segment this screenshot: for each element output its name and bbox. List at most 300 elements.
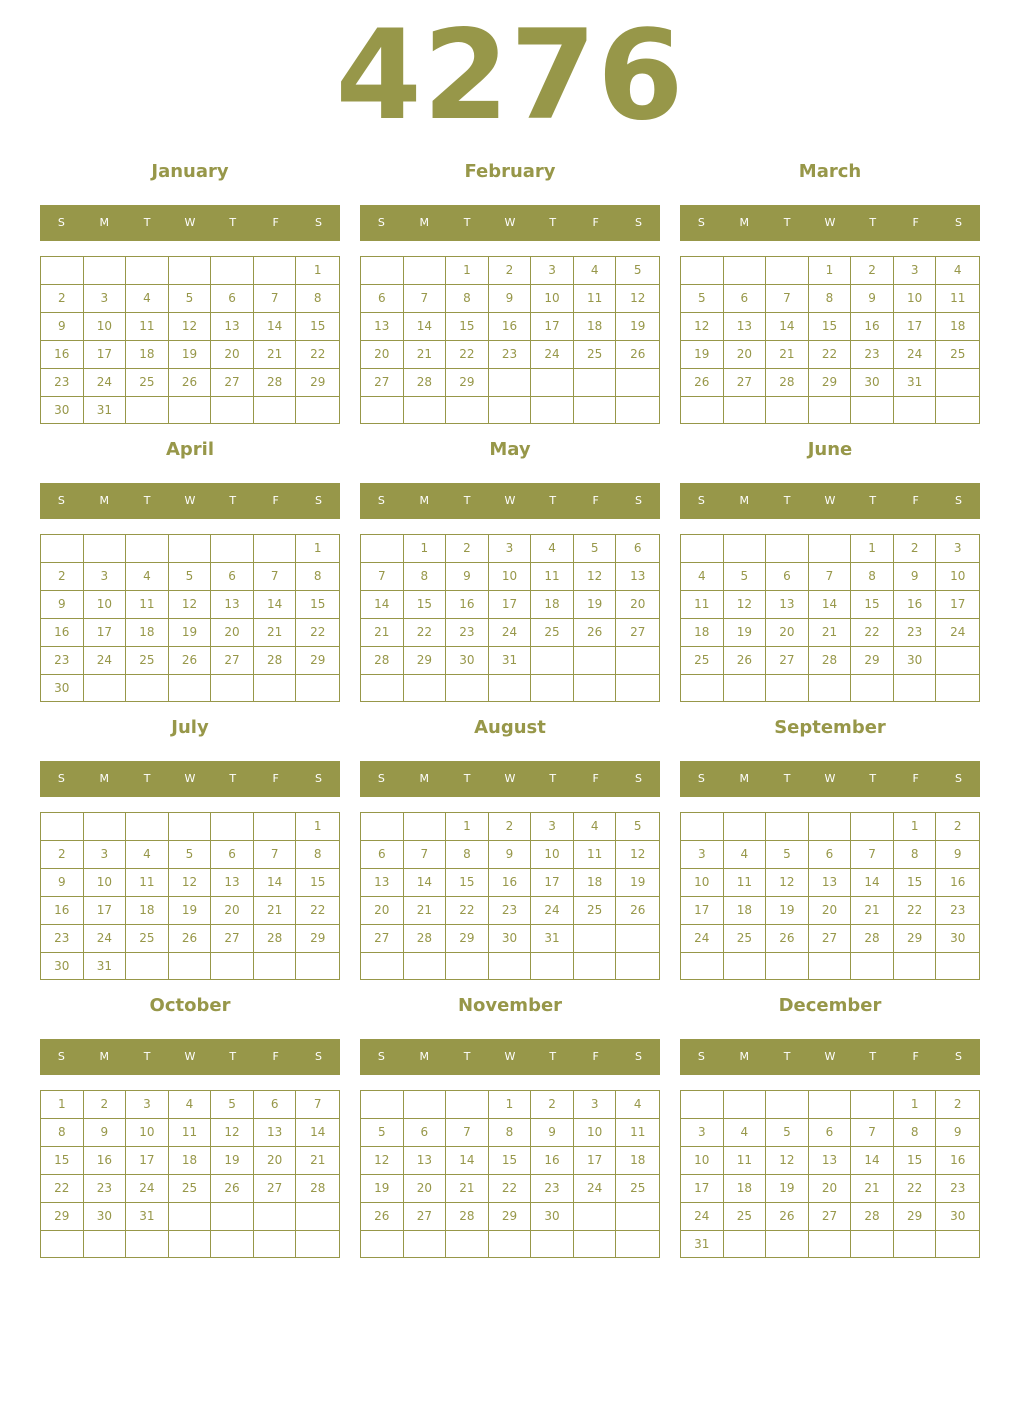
weekday-label: S <box>954 216 962 229</box>
day-cell: 25 <box>724 1203 767 1231</box>
day-cell: 19 <box>361 1175 404 1203</box>
day-cell <box>41 535 84 563</box>
day-cell <box>766 397 809 423</box>
weekday-label: W <box>504 1050 516 1063</box>
day-cell: 13 <box>211 869 254 897</box>
day-cell: 20 <box>254 1147 297 1175</box>
day-cell: 27 <box>361 925 404 953</box>
day-cell: 21 <box>254 897 297 925</box>
day-cell: 11 <box>531 563 574 591</box>
day-cell: 3 <box>489 535 532 563</box>
day-cell: 16 <box>894 591 937 619</box>
day-cell: 12 <box>766 1147 809 1175</box>
day-cell: 5 <box>169 285 212 313</box>
day-cell: 16 <box>851 313 894 341</box>
day-cell <box>169 953 212 980</box>
weekday-label: T <box>783 216 791 229</box>
day-cell: 25 <box>126 925 169 953</box>
weekday-label: W <box>504 216 516 229</box>
day-cell <box>531 397 574 423</box>
day-cell: 5 <box>361 1119 404 1147</box>
day-cell <box>766 813 809 841</box>
day-cell: 17 <box>84 619 127 647</box>
day-cell: 12 <box>766 869 809 897</box>
weekday-label: T <box>869 216 877 229</box>
day-cell <box>211 1203 254 1231</box>
month-name: October <box>149 995 231 1016</box>
day-cell <box>84 1231 127 1257</box>
day-cell <box>616 397 659 423</box>
day-cell: 6 <box>616 535 659 563</box>
day-cell: 22 <box>41 1175 84 1203</box>
weekday-label: F <box>912 1050 919 1063</box>
day-cell: 11 <box>724 869 767 897</box>
weekday-label: T <box>463 494 471 507</box>
day-cell: 21 <box>254 341 297 369</box>
day-cell: 24 <box>489 619 532 647</box>
day-cell: 13 <box>809 1147 852 1175</box>
weekday-label: W <box>184 494 196 507</box>
day-cell <box>616 953 659 979</box>
day-cell: 21 <box>254 619 297 647</box>
weekday-label: S <box>377 216 385 229</box>
day-cell: 29 <box>809 369 852 397</box>
day-cell: 3 <box>894 257 937 285</box>
day-grid <box>360 534 660 702</box>
day-cell: 26 <box>616 897 659 925</box>
day-cell: 26 <box>169 369 212 397</box>
day-cell <box>724 257 767 285</box>
day-cell: 17 <box>126 1147 169 1175</box>
day-cell: 15 <box>41 1147 84 1175</box>
day-cell: 31 <box>681 1231 724 1258</box>
day-cell: 8 <box>296 841 339 869</box>
day-cell: 3 <box>681 1119 724 1147</box>
day-cell <box>936 397 979 423</box>
day-cell <box>126 813 169 841</box>
weekday-label: F <box>592 772 599 785</box>
day-cell: 20 <box>211 341 254 369</box>
day-cell: 1 <box>446 257 489 285</box>
day-cell: 7 <box>766 285 809 313</box>
day-cell <box>296 1203 339 1231</box>
day-cell <box>489 369 532 397</box>
day-cell <box>894 953 937 979</box>
day-cell: 6 <box>211 841 254 869</box>
day-cell <box>296 1231 339 1257</box>
weekday-label: T <box>143 772 151 785</box>
day-cell: 23 <box>446 619 489 647</box>
weekday-label: W <box>504 772 516 785</box>
weekday-label: S <box>57 216 65 229</box>
weekday-label: T <box>229 772 237 785</box>
weekday-label: W <box>184 772 196 785</box>
day-cell: 28 <box>254 647 297 675</box>
day-cell: 3 <box>84 563 127 591</box>
weekday-label: F <box>592 216 599 229</box>
day-cell <box>296 397 339 424</box>
day-cell: 19 <box>169 619 212 647</box>
day-cell <box>851 1231 894 1258</box>
day-cell <box>936 647 979 675</box>
day-cell <box>851 397 894 423</box>
weekday-label: T <box>869 1050 877 1063</box>
day-cell: 9 <box>84 1119 127 1147</box>
day-cell: 28 <box>296 1175 339 1203</box>
day-cell <box>766 675 809 701</box>
weekday-label: T <box>463 772 471 785</box>
weekday-label: S <box>314 494 322 507</box>
weekday-label: S <box>634 772 642 785</box>
weekday-header <box>360 1039 660 1075</box>
day-grid <box>360 812 660 980</box>
day-cell: 29 <box>489 1203 532 1231</box>
month-name: March <box>798 161 862 182</box>
day-cell: 4 <box>724 1119 767 1147</box>
day-grid <box>680 534 980 702</box>
day-cell: 23 <box>531 1175 574 1203</box>
day-cell: 15 <box>404 591 447 619</box>
day-cell: 4 <box>126 285 169 313</box>
day-cell: 3 <box>84 841 127 869</box>
day-cell: 26 <box>169 925 212 953</box>
weekday-label: T <box>549 216 557 229</box>
day-cell <box>446 1231 489 1257</box>
day-cell: 1 <box>489 1091 532 1119</box>
day-cell: 28 <box>361 647 404 675</box>
day-cell: 25 <box>616 1175 659 1203</box>
day-cell: 28 <box>404 369 447 397</box>
day-cell: 1 <box>851 535 894 563</box>
day-cell: 16 <box>446 591 489 619</box>
weekday-label: S <box>57 772 65 785</box>
day-cell: 6 <box>361 841 404 869</box>
day-cell <box>211 1231 254 1257</box>
day-cell: 13 <box>766 591 809 619</box>
day-cell: 11 <box>574 841 617 869</box>
day-cell <box>936 1231 979 1258</box>
day-cell: 2 <box>894 535 937 563</box>
day-cell <box>211 535 254 563</box>
day-cell <box>616 1203 659 1231</box>
day-cell: 22 <box>296 619 339 647</box>
day-cell: 27 <box>724 369 767 397</box>
day-cell: 9 <box>489 285 532 313</box>
day-cell: 25 <box>574 897 617 925</box>
day-cell: 4 <box>126 563 169 591</box>
day-cell: 16 <box>41 341 84 369</box>
day-cell <box>211 397 254 424</box>
day-cell: 19 <box>766 1175 809 1203</box>
day-cell: 2 <box>446 535 489 563</box>
day-cell: 23 <box>41 647 84 675</box>
day-cell: 25 <box>126 369 169 397</box>
day-cell: 24 <box>936 619 979 647</box>
day-cell: 30 <box>41 675 84 702</box>
day-cell <box>84 813 127 841</box>
day-cell: 23 <box>894 619 937 647</box>
day-cell: 30 <box>41 397 84 424</box>
day-cell: 11 <box>616 1119 659 1147</box>
day-cell: 13 <box>211 313 254 341</box>
day-cell <box>936 675 979 701</box>
day-cell: 14 <box>254 313 297 341</box>
day-cell: 4 <box>531 535 574 563</box>
day-cell <box>169 1203 212 1231</box>
month-name: May <box>489 439 531 460</box>
day-cell: 5 <box>681 285 724 313</box>
month-name: December <box>778 995 882 1016</box>
weekday-label: T <box>463 216 471 229</box>
day-cell: 19 <box>724 619 767 647</box>
day-cell: 9 <box>41 591 84 619</box>
weekday-label: S <box>697 494 705 507</box>
day-cell: 14 <box>446 1147 489 1175</box>
day-cell: 20 <box>724 341 767 369</box>
month-name: January <box>151 161 229 182</box>
day-cell: 14 <box>404 869 447 897</box>
day-cell <box>724 535 767 563</box>
day-cell: 23 <box>489 897 532 925</box>
day-cell: 26 <box>169 647 212 675</box>
day-cell: 25 <box>574 341 617 369</box>
day-cell: 11 <box>126 869 169 897</box>
day-cell: 7 <box>254 841 297 869</box>
day-cell <box>616 675 659 701</box>
day-cell: 17 <box>489 591 532 619</box>
day-cell: 2 <box>41 563 84 591</box>
day-cell <box>211 257 254 285</box>
day-cell <box>616 925 659 953</box>
day-cell: 14 <box>361 591 404 619</box>
day-cell: 14 <box>296 1119 339 1147</box>
day-cell: 29 <box>446 369 489 397</box>
day-cell: 9 <box>851 285 894 313</box>
day-cell: 10 <box>531 841 574 869</box>
weekday-header <box>360 205 660 241</box>
day-cell: 17 <box>531 869 574 897</box>
day-cell: 22 <box>851 619 894 647</box>
day-cell <box>724 397 767 423</box>
day-cell: 12 <box>211 1119 254 1147</box>
day-cell: 10 <box>936 563 979 591</box>
day-grid <box>40 256 340 424</box>
day-cell <box>574 369 617 397</box>
day-cell <box>809 813 852 841</box>
day-cell: 26 <box>211 1175 254 1203</box>
day-cell <box>169 1231 212 1257</box>
day-cell: 17 <box>84 897 127 925</box>
day-cell <box>681 1091 724 1119</box>
day-cell <box>254 257 297 285</box>
weekday-label: T <box>783 1050 791 1063</box>
day-cell: 8 <box>894 841 937 869</box>
day-cell: 1 <box>296 535 339 563</box>
day-cell: 18 <box>681 619 724 647</box>
day-cell: 5 <box>766 841 809 869</box>
day-cell: 15 <box>296 869 339 897</box>
day-cell: 4 <box>574 257 617 285</box>
day-cell <box>84 257 127 285</box>
day-cell: 9 <box>936 841 979 869</box>
day-cell: 22 <box>894 897 937 925</box>
weekday-label: T <box>549 772 557 785</box>
day-cell: 12 <box>724 591 767 619</box>
day-cell <box>446 397 489 423</box>
day-cell: 17 <box>681 897 724 925</box>
day-cell <box>574 1231 617 1257</box>
weekday-header <box>360 761 660 797</box>
day-cell: 7 <box>404 285 447 313</box>
day-cell: 28 <box>766 369 809 397</box>
day-cell: 5 <box>724 563 767 591</box>
day-cell <box>574 953 617 979</box>
weekday-label: F <box>272 216 279 229</box>
day-cell: 24 <box>84 647 127 675</box>
day-cell <box>126 397 169 424</box>
day-cell: 26 <box>616 341 659 369</box>
day-cell: 2 <box>531 1091 574 1119</box>
weekday-label: F <box>272 772 279 785</box>
day-cell: 15 <box>894 869 937 897</box>
day-cell: 29 <box>404 647 447 675</box>
day-cell: 8 <box>296 285 339 313</box>
day-cell: 27 <box>809 925 852 953</box>
day-cell: 17 <box>936 591 979 619</box>
day-cell <box>936 953 979 979</box>
day-cell: 6 <box>724 285 767 313</box>
day-cell: 13 <box>724 313 767 341</box>
day-cell: 30 <box>84 1203 127 1231</box>
day-cell: 9 <box>41 869 84 897</box>
day-cell: 14 <box>404 313 447 341</box>
day-cell: 9 <box>894 563 937 591</box>
day-cell: 28 <box>446 1203 489 1231</box>
day-cell: 13 <box>616 563 659 591</box>
day-cell: 2 <box>851 257 894 285</box>
day-cell <box>361 535 404 563</box>
day-cell: 30 <box>894 647 937 675</box>
day-cell <box>809 1231 852 1258</box>
day-cell: 6 <box>361 285 404 313</box>
day-cell <box>404 257 447 285</box>
day-cell: 20 <box>809 897 852 925</box>
day-cell: 26 <box>766 925 809 953</box>
day-cell: 10 <box>84 313 127 341</box>
day-cell <box>41 1231 84 1257</box>
day-cell <box>211 953 254 980</box>
weekday-label: S <box>634 494 642 507</box>
day-cell: 16 <box>41 897 84 925</box>
day-cell <box>84 675 127 702</box>
day-cell: 30 <box>936 1203 979 1231</box>
weekday-label: W <box>824 1050 836 1063</box>
day-cell: 10 <box>84 869 127 897</box>
day-cell <box>681 535 724 563</box>
day-cell: 2 <box>84 1091 127 1119</box>
weekday-label: W <box>824 494 836 507</box>
day-cell: 18 <box>169 1147 212 1175</box>
day-cell: 19 <box>169 897 212 925</box>
month-name: February <box>464 161 556 182</box>
day-cell <box>361 397 404 423</box>
day-cell <box>574 675 617 701</box>
day-cell: 18 <box>616 1147 659 1175</box>
day-cell: 21 <box>404 897 447 925</box>
day-cell <box>126 953 169 980</box>
day-cell: 23 <box>851 341 894 369</box>
day-cell: 15 <box>446 313 489 341</box>
weekday-label: M <box>419 494 430 507</box>
weekday-header <box>680 205 980 241</box>
day-cell: 10 <box>531 285 574 313</box>
day-cell: 23 <box>41 369 84 397</box>
weekday-label: T <box>143 1050 151 1063</box>
day-cell: 9 <box>936 1119 979 1147</box>
day-cell: 12 <box>574 563 617 591</box>
day-cell <box>766 1091 809 1119</box>
day-cell: 22 <box>446 341 489 369</box>
day-cell: 15 <box>851 591 894 619</box>
day-cell: 29 <box>894 1203 937 1231</box>
day-cell <box>851 953 894 979</box>
day-cell <box>126 535 169 563</box>
day-cell <box>41 257 84 285</box>
day-cell <box>809 535 852 563</box>
day-cell <box>724 1091 767 1119</box>
day-cell: 29 <box>296 647 339 675</box>
day-cell: 20 <box>211 897 254 925</box>
day-cell: 3 <box>531 813 574 841</box>
day-cell <box>361 675 404 701</box>
day-cell: 30 <box>446 647 489 675</box>
day-cell: 25 <box>936 341 979 369</box>
day-cell: 9 <box>41 313 84 341</box>
weekday-label: S <box>314 772 322 785</box>
weekday-label: T <box>143 494 151 507</box>
day-cell: 15 <box>809 313 852 341</box>
day-cell: 18 <box>126 619 169 647</box>
weekday-label: F <box>912 772 919 785</box>
day-cell: 11 <box>169 1119 212 1147</box>
day-cell: 27 <box>211 647 254 675</box>
day-cell: 4 <box>681 563 724 591</box>
day-cell <box>616 369 659 397</box>
day-cell: 11 <box>574 285 617 313</box>
day-cell: 7 <box>851 1119 894 1147</box>
month-name: August <box>474 717 546 738</box>
weekday-label: M <box>739 494 750 507</box>
day-cell <box>851 675 894 701</box>
day-cell: 2 <box>936 813 979 841</box>
day-cell: 14 <box>851 869 894 897</box>
day-grid <box>680 256 980 424</box>
day-cell <box>254 1203 297 1231</box>
day-cell <box>169 257 212 285</box>
day-cell: 15 <box>446 869 489 897</box>
day-cell <box>681 397 724 423</box>
weekday-label: S <box>377 772 385 785</box>
day-grid <box>40 1090 340 1258</box>
day-cell: 28 <box>809 647 852 675</box>
day-cell: 6 <box>211 563 254 591</box>
day-cell <box>169 535 212 563</box>
day-cell <box>361 813 404 841</box>
weekday-label: M <box>419 772 430 785</box>
weekday-label: M <box>99 1050 110 1063</box>
day-cell: 8 <box>851 563 894 591</box>
day-cell <box>361 257 404 285</box>
